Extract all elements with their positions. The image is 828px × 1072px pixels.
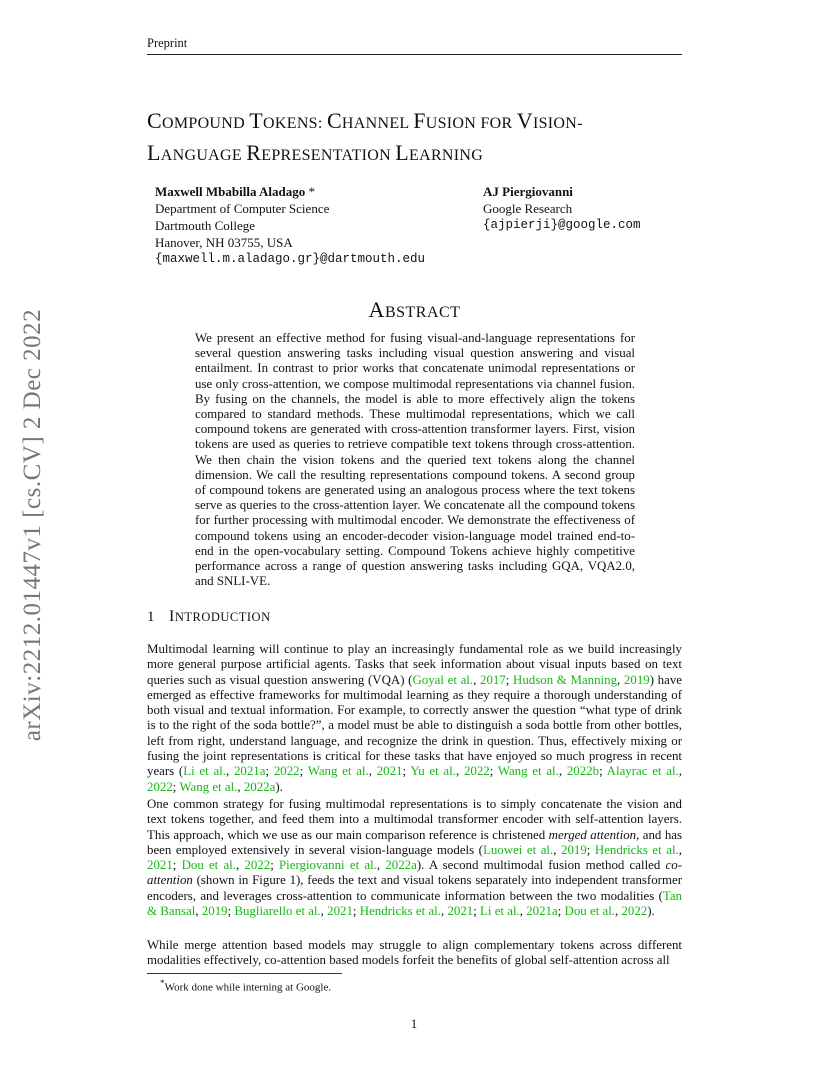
- body-text: ,: [237, 779, 244, 794]
- body-text: ,: [473, 672, 480, 687]
- intro-paragraph-3: [147, 938, 682, 969]
- body-text: ;: [270, 858, 279, 873]
- author-organization: Dartmouth College: [155, 218, 256, 233]
- title-word-rest: EARNING: [409, 147, 484, 164]
- title-cap-letter: R: [246, 140, 262, 165]
- body-text: ;: [586, 842, 595, 857]
- body-text: ,: [519, 904, 527, 919]
- body-text: ;: [402, 764, 411, 779]
- body-text: ,: [455, 764, 464, 779]
- title-word-rest: HANNEL: [341, 115, 414, 132]
- title-cap-letter: V: [516, 108, 533, 133]
- citation-link[interactable]: Li et al.: [480, 904, 520, 919]
- body-text: ;: [505, 672, 514, 687]
- citation-link[interactable]: 2019: [201, 904, 228, 919]
- section-heading-rest: NTRODUCTION: [174, 610, 271, 624]
- body-text: ,: [678, 764, 682, 779]
- citation-link[interactable]: 2021: [327, 904, 353, 919]
- footnote-mark: *: [160, 978, 165, 988]
- body-text: ;: [473, 904, 481, 919]
- title-word-rest: USION FOR: [425, 115, 517, 132]
- abstract-heading: [147, 297, 682, 323]
- author-name: Maxwell Mbabilla Aladago: [155, 184, 306, 199]
- intro-paragraph-2: [147, 797, 682, 919]
- citation-link[interactable]: 2022: [463, 764, 490, 779]
- title-cap-letter: L: [395, 140, 410, 165]
- citation-link[interactable]: 2022: [244, 858, 271, 873]
- body-text: ;: [172, 858, 182, 873]
- title-cap-letter: T: [249, 108, 264, 133]
- body-text: ,: [678, 842, 682, 857]
- author-right: [483, 183, 641, 234]
- emphasis-text: merged attention: [548, 827, 637, 842]
- body-text: ;: [265, 764, 274, 779]
- body-text: ,: [236, 858, 245, 873]
- body-text: ,: [195, 904, 202, 919]
- citation-link[interactable]: 2021: [376, 764, 403, 779]
- body-text: ,: [553, 842, 561, 857]
- body-text: ).: [275, 779, 283, 794]
- arxiv-stamp: [18, 290, 48, 760]
- citation-link[interactable]: 2022: [621, 904, 648, 919]
- body-text: ;: [227, 904, 235, 919]
- section-heading-introduction: [147, 608, 271, 626]
- body-text: ,: [376, 858, 386, 873]
- citation-link[interactable]: Li et al.: [183, 764, 226, 779]
- abstract-heading-rest: BSTRACT: [384, 304, 461, 321]
- section-heading-cap: I: [169, 608, 175, 625]
- body-text: ,: [615, 904, 622, 919]
- body-text: ,: [226, 764, 234, 779]
- citation-link[interactable]: 2022a: [243, 779, 276, 794]
- title-word-rest: OKENS:: [263, 115, 327, 132]
- citation-link[interactable]: 2021a: [233, 764, 266, 779]
- title-line-2: [147, 138, 707, 170]
- body-text: ;: [172, 779, 180, 794]
- author-department: Department of Computer Science: [155, 201, 330, 216]
- citation-link[interactable]: Hendricks et al.: [594, 842, 679, 857]
- body-text: ).: [647, 904, 655, 919]
- body-text: ). A second multimodal fusion method called: [416, 858, 666, 873]
- citation-link[interactable]: Hudson & Manning: [513, 672, 618, 687]
- citation-link[interactable]: Alayrac et al.: [606, 764, 679, 779]
- author-name: AJ Piergiovanni: [483, 184, 573, 199]
- body-text: One common strategy for fusing multimodal representations is to simply concatenate the vision and text tokens together, and feed them into a multimodal transformer encoder with self-attention layers. This approach, which we use as our main comparison reference is christened: [147, 797, 682, 842]
- footnote: [160, 978, 331, 994]
- abstract-heading-cap: A: [368, 297, 385, 322]
- citation-link[interactable]: Tan & Bansal: [147, 888, 682, 919]
- body-text: ) have emerged as effective frameworks for multimodal learning as they require a thorough understanding of both visual and textual information. For example, to correctly answer the question “what type of drink is to the right of the soda bottle?”, a model must be able to distinguish a soda bottle from other bottles, left from right, understand language, and recognize the drink in question. Thus, effectively mixing or fusing the joint representations is critical for these tasks that have enjoyed so much progress in recent years (: [147, 672, 682, 779]
- author-footnote-mark: *: [305, 184, 315, 199]
- body-text: ;: [557, 904, 565, 919]
- title-word-rest: ANGUAGE: [160, 147, 247, 164]
- citation-link[interactable]: Wang et al.: [307, 764, 369, 779]
- citation-link[interactable]: Hendricks et al.: [359, 904, 441, 919]
- body-text: ,: [617, 672, 624, 687]
- body-text: ,: [440, 904, 448, 919]
- title-word-rest: OMPOUND: [161, 115, 250, 132]
- citation-link[interactable]: Luowei et al.: [482, 842, 554, 857]
- author-left: [155, 183, 425, 268]
- body-text: ,: [368, 764, 377, 779]
- citation-link[interactable]: Goyal et al.: [412, 672, 474, 687]
- arxiv-stamp-text: arXiv:2212.01447v1 [cs.CV] 2 Dec 2022: [19, 308, 46, 742]
- title-line-1: [147, 106, 707, 138]
- body-text: ;: [352, 904, 360, 919]
- emphasis-text: co-attention: [147, 858, 682, 888]
- body-text: ;: [489, 764, 498, 779]
- citation-link[interactable]: 2021: [147, 858, 173, 873]
- body-text: ,: [558, 764, 567, 779]
- intro-paragraph-1: [147, 642, 682, 795]
- citation-link[interactable]: 2017: [480, 672, 506, 687]
- body-text: (shown in Figure 1), feeds the text and visual tokens separately into independent transformer encoders, and leverages cross-attention to communicate information between the two modalities (: [147, 873, 682, 903]
- citation-link[interactable]: Dou et al.: [181, 858, 236, 873]
- header-label: Preprint: [147, 36, 188, 50]
- body-text: Multimodal learning will continue to play an increasingly fundamental role as we build increasingly more general purpose artificial agents. Tasks that seek information about visual inputs based on text queries such as visual question answering (VQA) (: [147, 642, 682, 687]
- citation-link[interactable]: 2021a: [526, 904, 558, 919]
- page-number: 1: [410, 1016, 418, 1031]
- citation-link[interactable]: 2022a: [385, 858, 417, 873]
- title-cap-letter: C: [326, 108, 342, 133]
- title-word-rest: EPRESENTATION: [261, 147, 396, 164]
- title-cap-letter: L: [147, 140, 161, 165]
- citation-link[interactable]: Piergiovanni et al.: [279, 858, 377, 873]
- running-header: [147, 36, 682, 55]
- body-text: ,: [320, 904, 328, 919]
- body-text: While merge attention based models may struggle to align complementary tokens across different modalities effectively, co-attention based models forfeit the benefits of global self-attention across all: [147, 938, 682, 968]
- citation-link[interactable]: 2022: [273, 764, 300, 779]
- citation-link[interactable]: 2019: [623, 672, 650, 687]
- citation-link[interactable]: 2021: [447, 904, 474, 919]
- abstract-text: We present an effective method for fusing visual-and-language representations for several question answering tasks including visual question answering and visual entailment. In contrast to prior works that concatenate unimodal representations or use only cross-attention, we compose multimodal representations via channel fusion. By fusing on the channels, the model is able to more effectively align the tokens compared to standard methods. These multimodal representations, which we call compound tokens are generated with cross-attention transformer layers. First, vision tokens are used as queries to retrieve compatible text tokens through cross-attention. We then chain the vision tokens and the queried text tokens along the channel dimension. We call the resulting representations compound tokens. A second group of compound tokens are generated using an analogous process where the text tokens serve as queries to the cross-attention layer. We concatenate all the compound tokens for further processing with multimodal encoder. We demonstrate the effectiveness of compound tokens using an encoder-decoder vision-language model trained end-to-end in the open-vocabulary setting. Compound Tokens achieve highly competitive performance across a range of question answering tasks including GQA, VQA2.0, and SNLI-VE.: [195, 331, 635, 589]
- title-cap-letter: C: [147, 108, 162, 133]
- footnote-text: Work done while interning at Google.: [164, 981, 332, 994]
- body-text: , and has been employed extensively in several vision-language models (: [147, 827, 682, 857]
- citation-link[interactable]: Wang et al.: [497, 764, 559, 779]
- paper-title: [147, 106, 707, 170]
- author-email[interactable]: {maxwell.m.aladago.gr}@dartmouth.edu: [155, 252, 426, 266]
- citation-link[interactable]: 2019: [561, 842, 587, 857]
- title-cap-letter: F: [413, 108, 426, 133]
- body-text: ;: [599, 764, 607, 779]
- citation-link[interactable]: Dou et al.: [564, 904, 616, 919]
- author-email[interactable]: {ajpierji}@google.com: [483, 218, 641, 232]
- citation-link[interactable]: Wang et al.: [179, 779, 238, 794]
- body-text: ;: [299, 764, 308, 779]
- author-address: Hanover, NH 03755, USA: [155, 235, 293, 250]
- footnote-rule: [147, 973, 342, 974]
- title-word-rest: ISION-: [532, 115, 583, 132]
- citation-link[interactable]: 2022: [147, 779, 173, 794]
- citation-link[interactable]: 2022b: [566, 764, 600, 779]
- author-organization: Google Research: [483, 201, 573, 216]
- citation-link[interactable]: Yu et al.: [410, 764, 456, 779]
- citation-link[interactable]: Bugliarello et al.: [234, 904, 321, 919]
- section-number: 1: [147, 609, 155, 625]
